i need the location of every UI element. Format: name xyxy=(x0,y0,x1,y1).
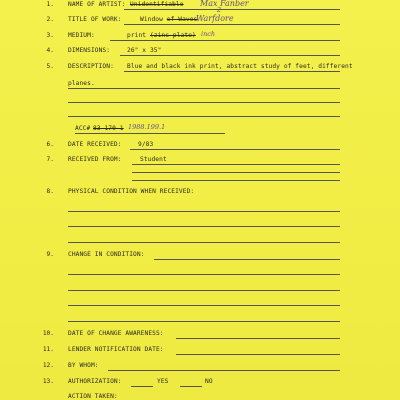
label-dimensions: DIMENSIONS: xyxy=(68,47,111,54)
change-line-2 xyxy=(68,274,340,275)
change-line-4 xyxy=(68,305,340,306)
acc-struck-number: 83-170-1 xyxy=(93,125,124,132)
description-line-2 xyxy=(68,88,340,89)
item-number-7: 7. xyxy=(46,156,54,163)
label-lender-notification-date: LENDER NOTIFICATION DATE: xyxy=(68,346,164,353)
item-number-6: 6. xyxy=(46,141,54,148)
authorization-no-line xyxy=(180,386,202,387)
change-line-1 xyxy=(154,259,340,260)
change-awareness-line xyxy=(176,338,340,339)
label-medium: MEDIUM: xyxy=(68,32,95,39)
item-number-2: 2. xyxy=(46,16,54,23)
authorization-yes-label: YES xyxy=(157,378,169,385)
label-physical-condition: PHYSICAL CONDITION WHEN RECEIVED: xyxy=(68,188,195,195)
title-typed-value: Window of Waves xyxy=(140,16,198,23)
item-number-9: 9. xyxy=(46,251,54,258)
item-number-4: 4. xyxy=(46,47,54,54)
item-number-11: 11. xyxy=(42,346,54,353)
item-number-8: 8. xyxy=(46,188,54,195)
label-authorization: AUTHORIZATION: xyxy=(68,378,122,385)
condition-line-1 xyxy=(68,211,340,212)
lender-notification-line xyxy=(176,354,340,355)
title-handwritten-value: Warfdore xyxy=(196,14,234,23)
description-line-3 xyxy=(68,102,340,103)
item-number-5: 5. xyxy=(46,63,54,70)
condition-line-2 xyxy=(68,226,340,227)
dimensions-line xyxy=(120,55,340,56)
authorization-yes-line xyxy=(131,386,153,387)
label-date-received: DATE RECEIVED: xyxy=(68,141,122,148)
description-continued: planes. xyxy=(68,80,95,87)
label-change-in-condition: CHANGE IN CONDITION: xyxy=(68,251,145,258)
description-line-1 xyxy=(124,71,340,72)
label-description: DESCRIPTION: xyxy=(68,63,114,70)
description-value: Blue and black ink print, abstract study of feet, different xyxy=(127,63,353,70)
acc-handwritten-number: 1988.199.1 xyxy=(128,123,166,131)
label-by-whom: BY WHOM: xyxy=(68,362,99,369)
acc-label: ACC# xyxy=(75,125,91,132)
artist-handwritten-value: Max Fanber xyxy=(200,0,249,8)
medium-line xyxy=(110,40,340,41)
item-number-13: 13. xyxy=(42,378,54,385)
title-line xyxy=(124,24,340,25)
date-received-line xyxy=(130,149,340,150)
item-number-12: 12. xyxy=(42,362,54,369)
label-date-of-change-awareness: DATE OF CHANGE AWARENESS: xyxy=(68,330,164,337)
item-number-1: 1. xyxy=(46,1,54,8)
received-from-line-2 xyxy=(132,172,340,173)
received-from-line-3 xyxy=(132,180,340,181)
medium-typed-value: print (zinc plate) xyxy=(127,32,196,39)
artist-line xyxy=(124,9,340,10)
description-line-4 xyxy=(68,116,340,117)
by-whom-line xyxy=(108,370,340,371)
title-annotation: 2 xyxy=(217,6,222,14)
item-number-10: 10. xyxy=(42,330,54,337)
change-line-3 xyxy=(68,290,340,291)
label-title-of-work: TITLE OF WORK: xyxy=(68,16,122,23)
date-received-value: 9/83 xyxy=(138,141,154,148)
acc-line xyxy=(75,133,225,134)
medium-handwritten-value: inch xyxy=(201,30,216,38)
label-action-taken: ACTION TAKEN: xyxy=(68,393,118,400)
condition-line-3 xyxy=(68,242,340,243)
label-received-from: RECEIVED FROM: xyxy=(68,156,122,163)
received-from-line-1 xyxy=(132,164,340,165)
label-name-of-artist: NAME OF ARTIST: xyxy=(68,1,126,8)
change-line-5 xyxy=(68,321,340,322)
dimensions-value: 26" x 35" xyxy=(127,47,162,54)
artist-typed-value: Unidentifiable xyxy=(130,1,184,8)
item-number-3: 3. xyxy=(46,32,54,39)
authorization-no-label: NO xyxy=(205,378,213,385)
received-from-value: Student xyxy=(140,156,167,163)
